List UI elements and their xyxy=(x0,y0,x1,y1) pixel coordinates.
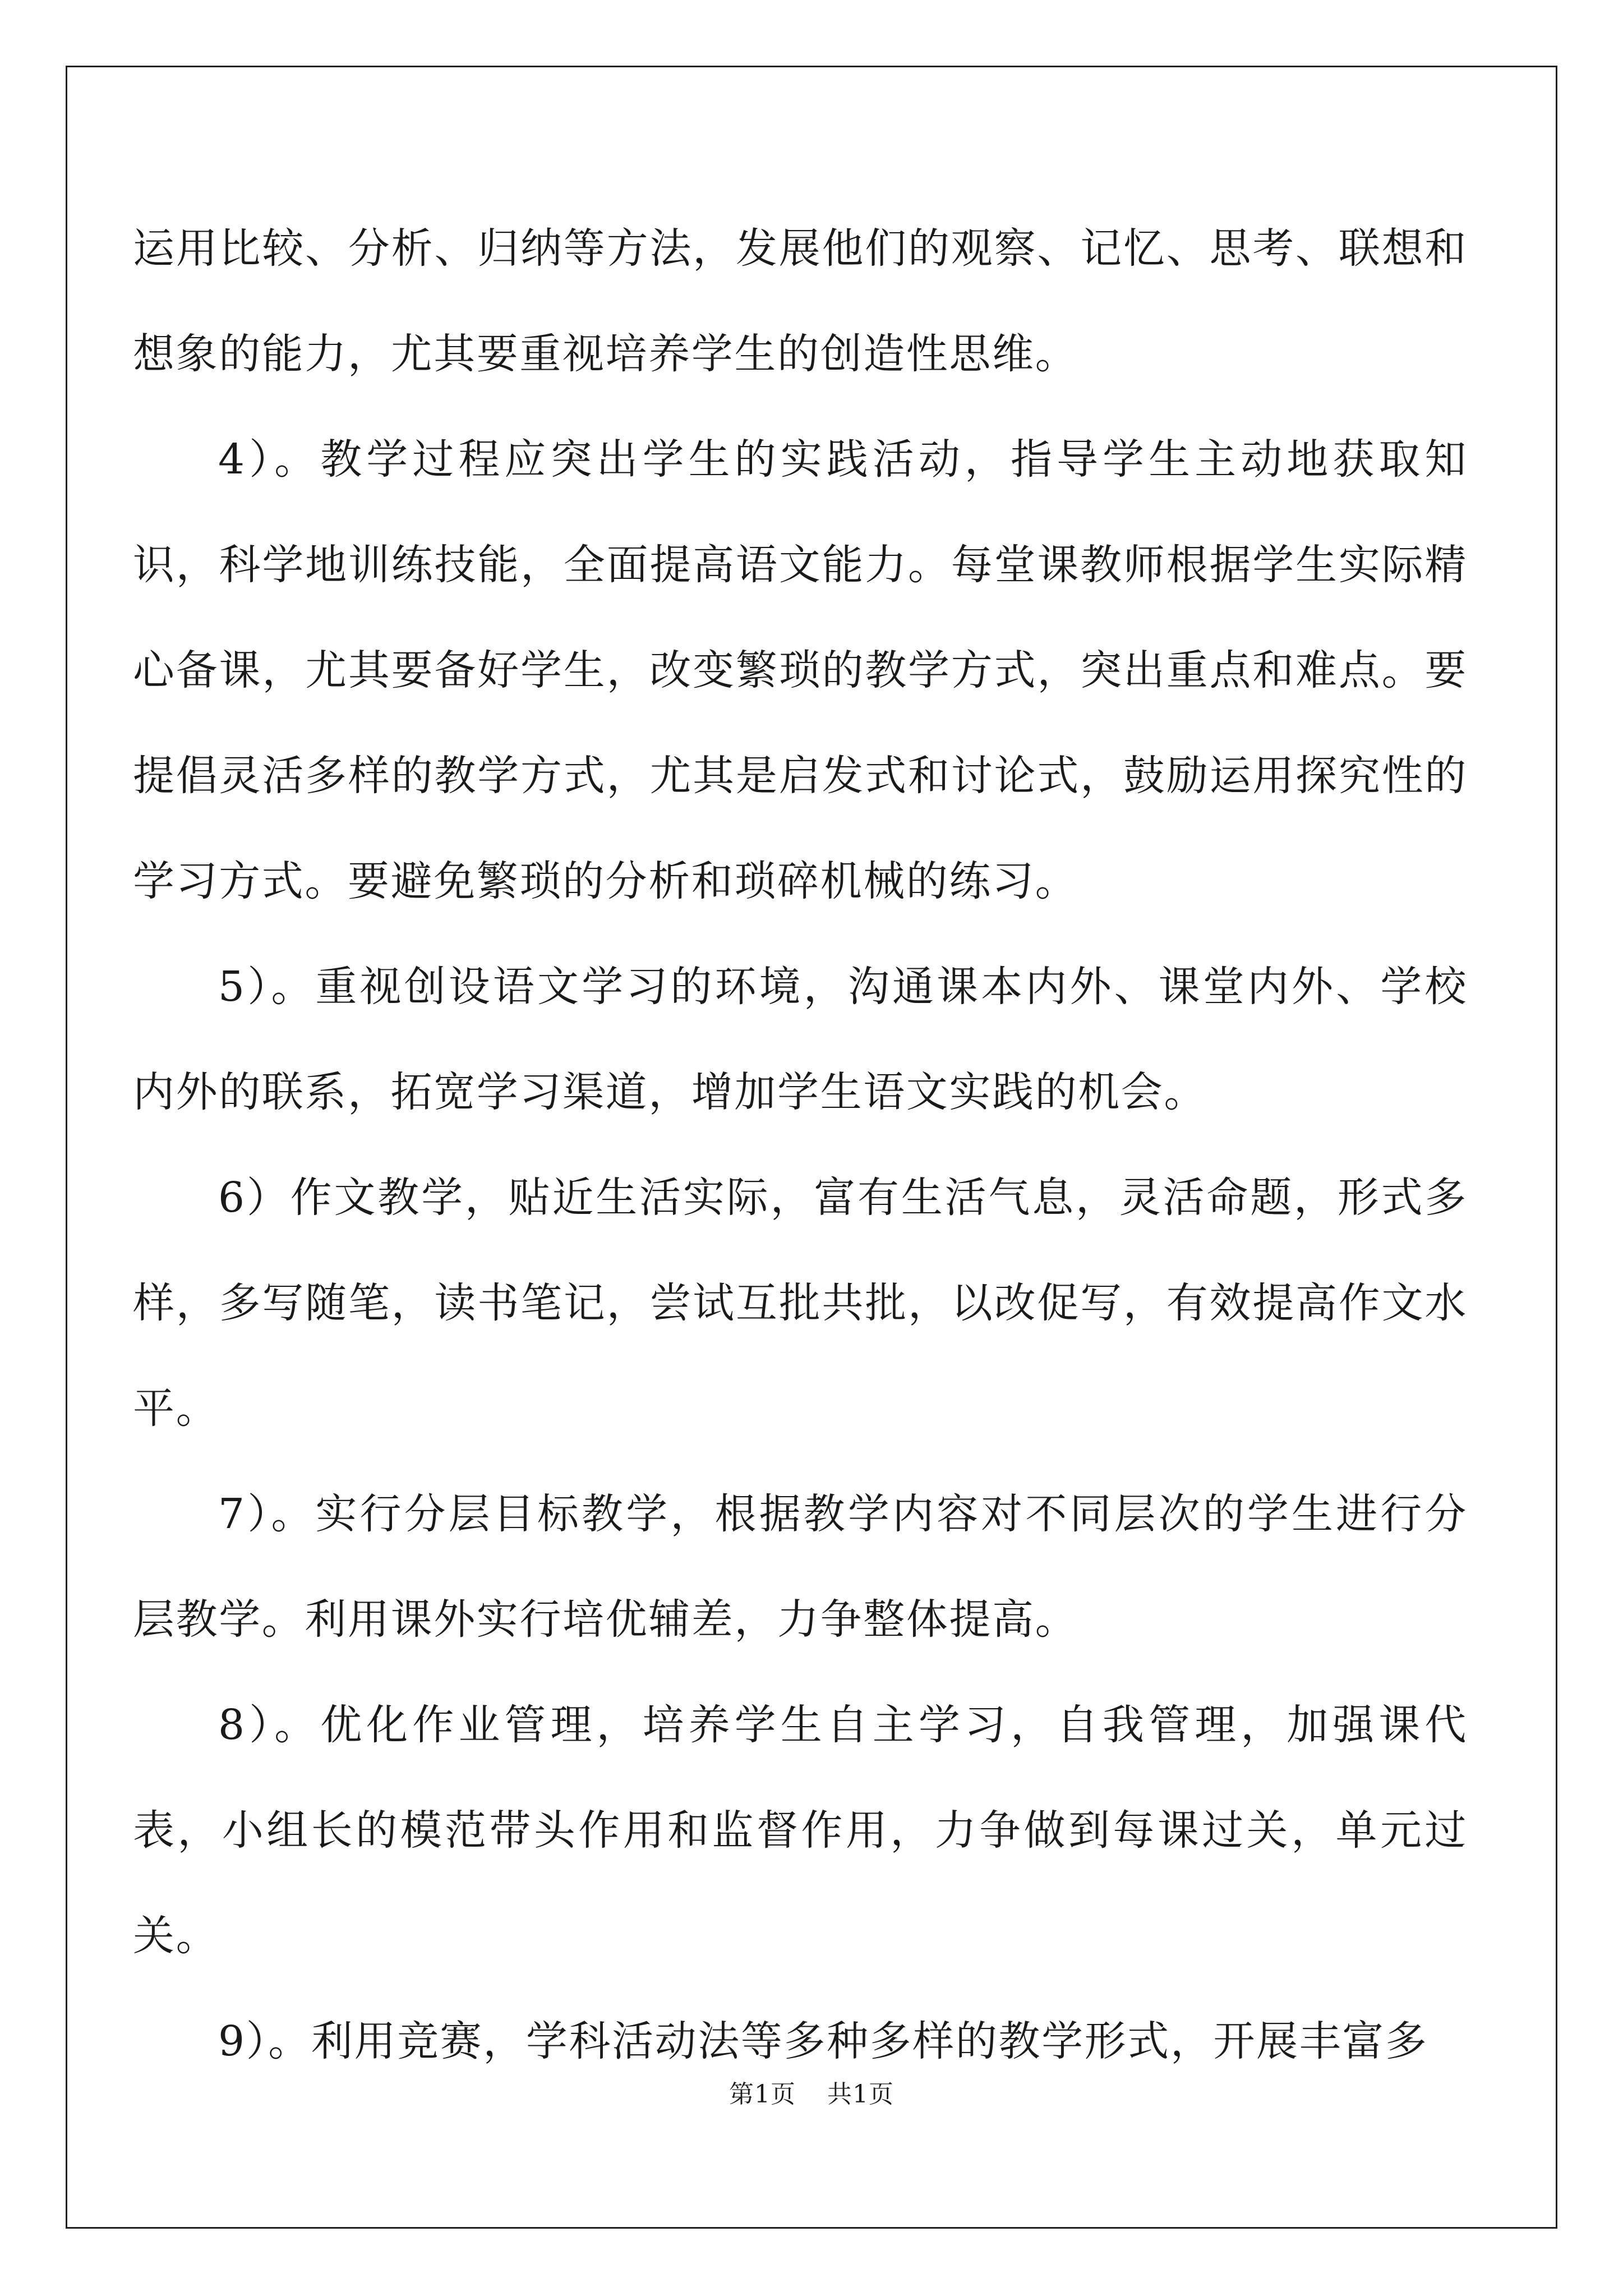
page-number-current: 第1页 xyxy=(729,2080,796,2109)
paragraph-item-8: 8）。优化作业管理，培养学生自主学习，自我管理，加强课代表，小组长的模范带头作用和监督作用，力争做到每课过关，单元过关。 xyxy=(133,1701,1468,1960)
page-number-total: 共1页 xyxy=(827,2080,894,2109)
paragraph-item-7: 7）。实行分层目标教学，根据教学内容对不同层次的学生进行分层教学。利用课外实行培优辅差，力争整体提高。 xyxy=(133,1490,1468,1644)
paragraph-item-6: 6）作文教学，贴近生活实际，富有生活气息，灵活命题，形式多样，多写随笔，读书笔记，尝试互批共批，以改促写，有效提高作文水平。 xyxy=(133,1174,1468,1433)
paragraph-item-5: 5）。重视创设语文学习的环境，沟通课本内外、课堂内外、学校内外的联系，拓宽学习渠道，增加学生语文实践的机会。 xyxy=(133,963,1468,1116)
paragraph-item-4: 4）。教学过程应突出学生的实践活动，指导学生主动地获取知识，科学地训练技能，全面提高语文能力。每堂课教师根据学生实际精心备课，尤其要备好学生，改变繁琐的教学方式，突出重点和难点。要提倡灵活多样的教学方式，尤其是启发式和讨论式，鼓励运用探究性的学习方式。要避免繁琐的分析和琐碎机械的练习。 xyxy=(133,435,1468,905)
document-body xyxy=(133,196,1468,2094)
page-footer xyxy=(0,2078,1623,2111)
paragraph-item-9: 9）。利用竞赛，学科活动法等多种多样的教学形式，开展丰富多 xyxy=(218,2017,1428,2065)
paragraph-continued: 运用比较、分析、归纳等方法，发展他们的观察、记忆、思考、联想和想象的能力，尤其要重视培养学生的创造性思维。 xyxy=(133,224,1468,378)
